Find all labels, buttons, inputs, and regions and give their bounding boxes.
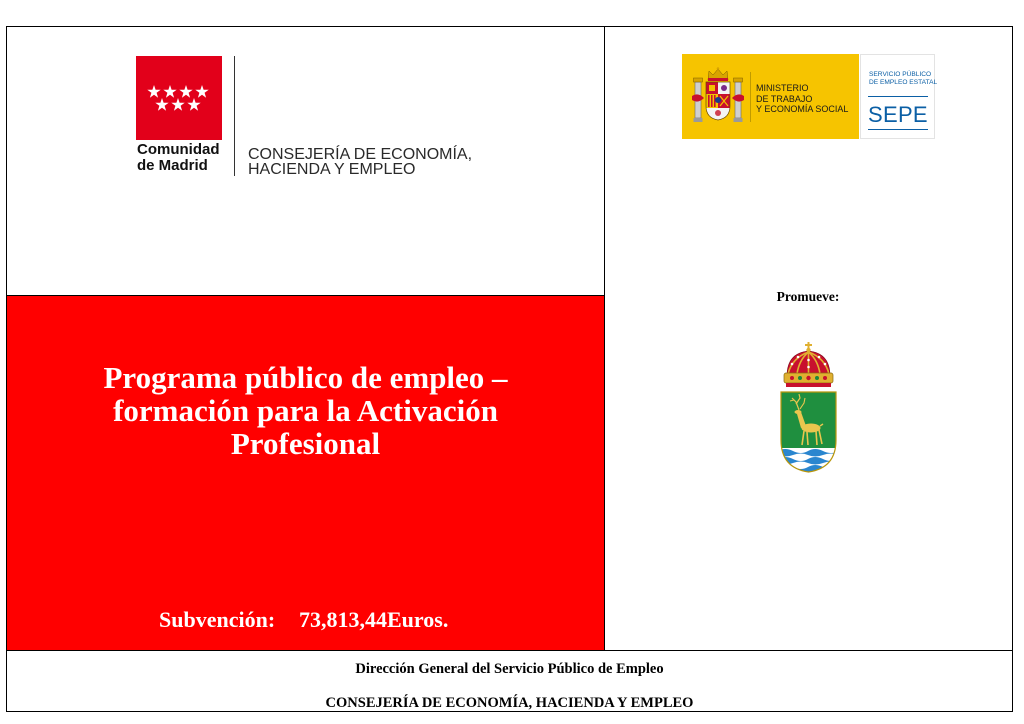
footer-divider (6, 650, 1013, 651)
madrid-name-line2: de Madrid (137, 157, 208, 174)
footer-directorate: Dirección General del Servicio Público de Empleo (355, 661, 664, 677)
ministry-rule (750, 72, 751, 122)
program-title-line2: formación para la Activación (113, 393, 498, 428)
sepe-service-name (869, 71, 937, 87)
program-title-line3: Profesional (230, 426, 381, 461)
madrid-stars-icon (136, 56, 222, 140)
ministry-line2: DE TRABAJO (756, 93, 813, 104)
logo-separator (234, 56, 235, 176)
municipal-coat-of-arms-icon (778, 340, 839, 473)
program-panel (7, 295, 604, 650)
ministry-line3: Y ECONOMÍA SOCIAL (756, 104, 849, 114)
sepe-acronym: SEPE (868, 102, 928, 127)
service-line2: DE EMPLEO ESTATAL (869, 79, 938, 86)
column-divider (604, 26, 605, 650)
madrid-department (248, 147, 472, 177)
madrid-logo-name (137, 142, 220, 174)
ministry-line1: MINISTERIO (756, 83, 809, 93)
madrid-name-line1: Comunidad (137, 141, 220, 158)
program-title-line1: Programa público de empleo – (103, 360, 508, 395)
subsidy-label: Subvención: (159, 607, 276, 632)
spain-coat-of-arms-icon (692, 66, 744, 128)
footer-department: CONSEJERÍA DE ECONOMÍA, HACIENDA Y EMPLEO (325, 695, 694, 711)
ministry-name (756, 83, 848, 115)
service-line1: SERVICIO PÚBLICO (869, 71, 932, 78)
subsidy-amount: 73,813,44Euros. (299, 607, 449, 632)
department-line2: HACIENDA Y EMPLEO (248, 161, 416, 178)
sepe-rule-bottom (868, 129, 928, 130)
sepe-rule-top (868, 96, 928, 97)
department-line1: CONSEJERÍA DE ECONOMÍA, (248, 146, 473, 163)
promoter-label: Promueve: (776, 289, 840, 304)
